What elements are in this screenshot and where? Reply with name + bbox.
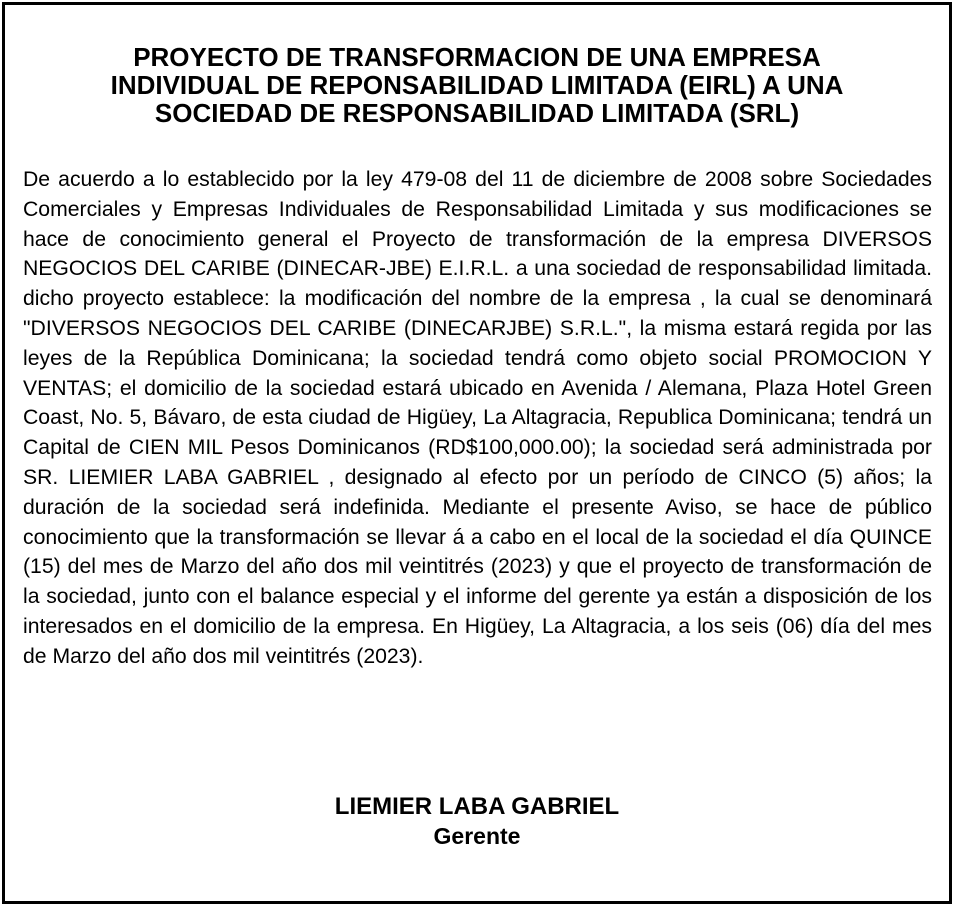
- notice-frame: [2, 2, 952, 904]
- signatory-role: Gerente: [433, 823, 521, 849]
- notice-title-line: INDIVIDUAL DE REPONSABILIDAD LIMITADA (EIRL) A UNA: [110, 70, 844, 100]
- signatory-name: LIEMIER LABA GABRIEL: [334, 793, 620, 820]
- notice-title-line: SOCIEDAD DE RESPONSABILIDAD LIMITADA (SRL): [154, 98, 800, 128]
- notice-title-line: PROYECTO DE TRANSFORMACION DE UNA EMPRESA: [133, 42, 821, 72]
- notice-body: De acuerdo a lo establecido por la ley 479-08 del 11 de diciembre de 2008 sobre Sociedades Comerciales y Empresas Individuales de Responsabilidad Limitada y sus modificaciones se hace de conocimiento general el Proyecto de transformación de la empresa DIVERSOS NEGOCIOS DEL CARIBE (DINECAR-JBE) E.I.R.L. a una sociedad de responsabilidad limitada. dicho proyecto establece: la modificación del nombre de la empresa , la cual se denominará "DIVERSOS NEGOCIOS DEL CARIBE (DINECARJBE) S.R.L.", la misma estará regida por las leyes de la República Dominicana; la sociedad tendrá como objeto social PROMOCION Y VENTAS; el domicilio de la sociedad estará ubicado en Avenida / Alemana, Plaza Hotel Green Coast, No. 5, Bávaro, de esta ciudad de Higüey, La Altagracia, Republica Dominicana; tendrá un Capital de CIEN MIL Pesos Dominicanos (RD$100,000.00); la sociedad será administrada por SR. LIEMIER LABA GABRIEL , designado al efecto por un período de CINCO (5) años; la duración de la sociedad será indefinida. Mediante el presente Aviso, se hace de público conocimiento que la transformación se llevar á a cabo en el local de la sociedad el día QUINCE (15) del mes de Marzo del año dos mil veintitrés (2023) y que el proyecto de transformación de la sociedad, junto con el balance especial y el informe del gerente ya están a disposición de los interesados en el domicilio de la empresa. En Higüey, La Altagracia, a los seis (06) día del mes de Marzo del año dos mil veintitrés (2023).: [23, 168, 932, 668]
- notice-title: [20, 43, 934, 127]
- signature-block: [20, 792, 934, 850]
